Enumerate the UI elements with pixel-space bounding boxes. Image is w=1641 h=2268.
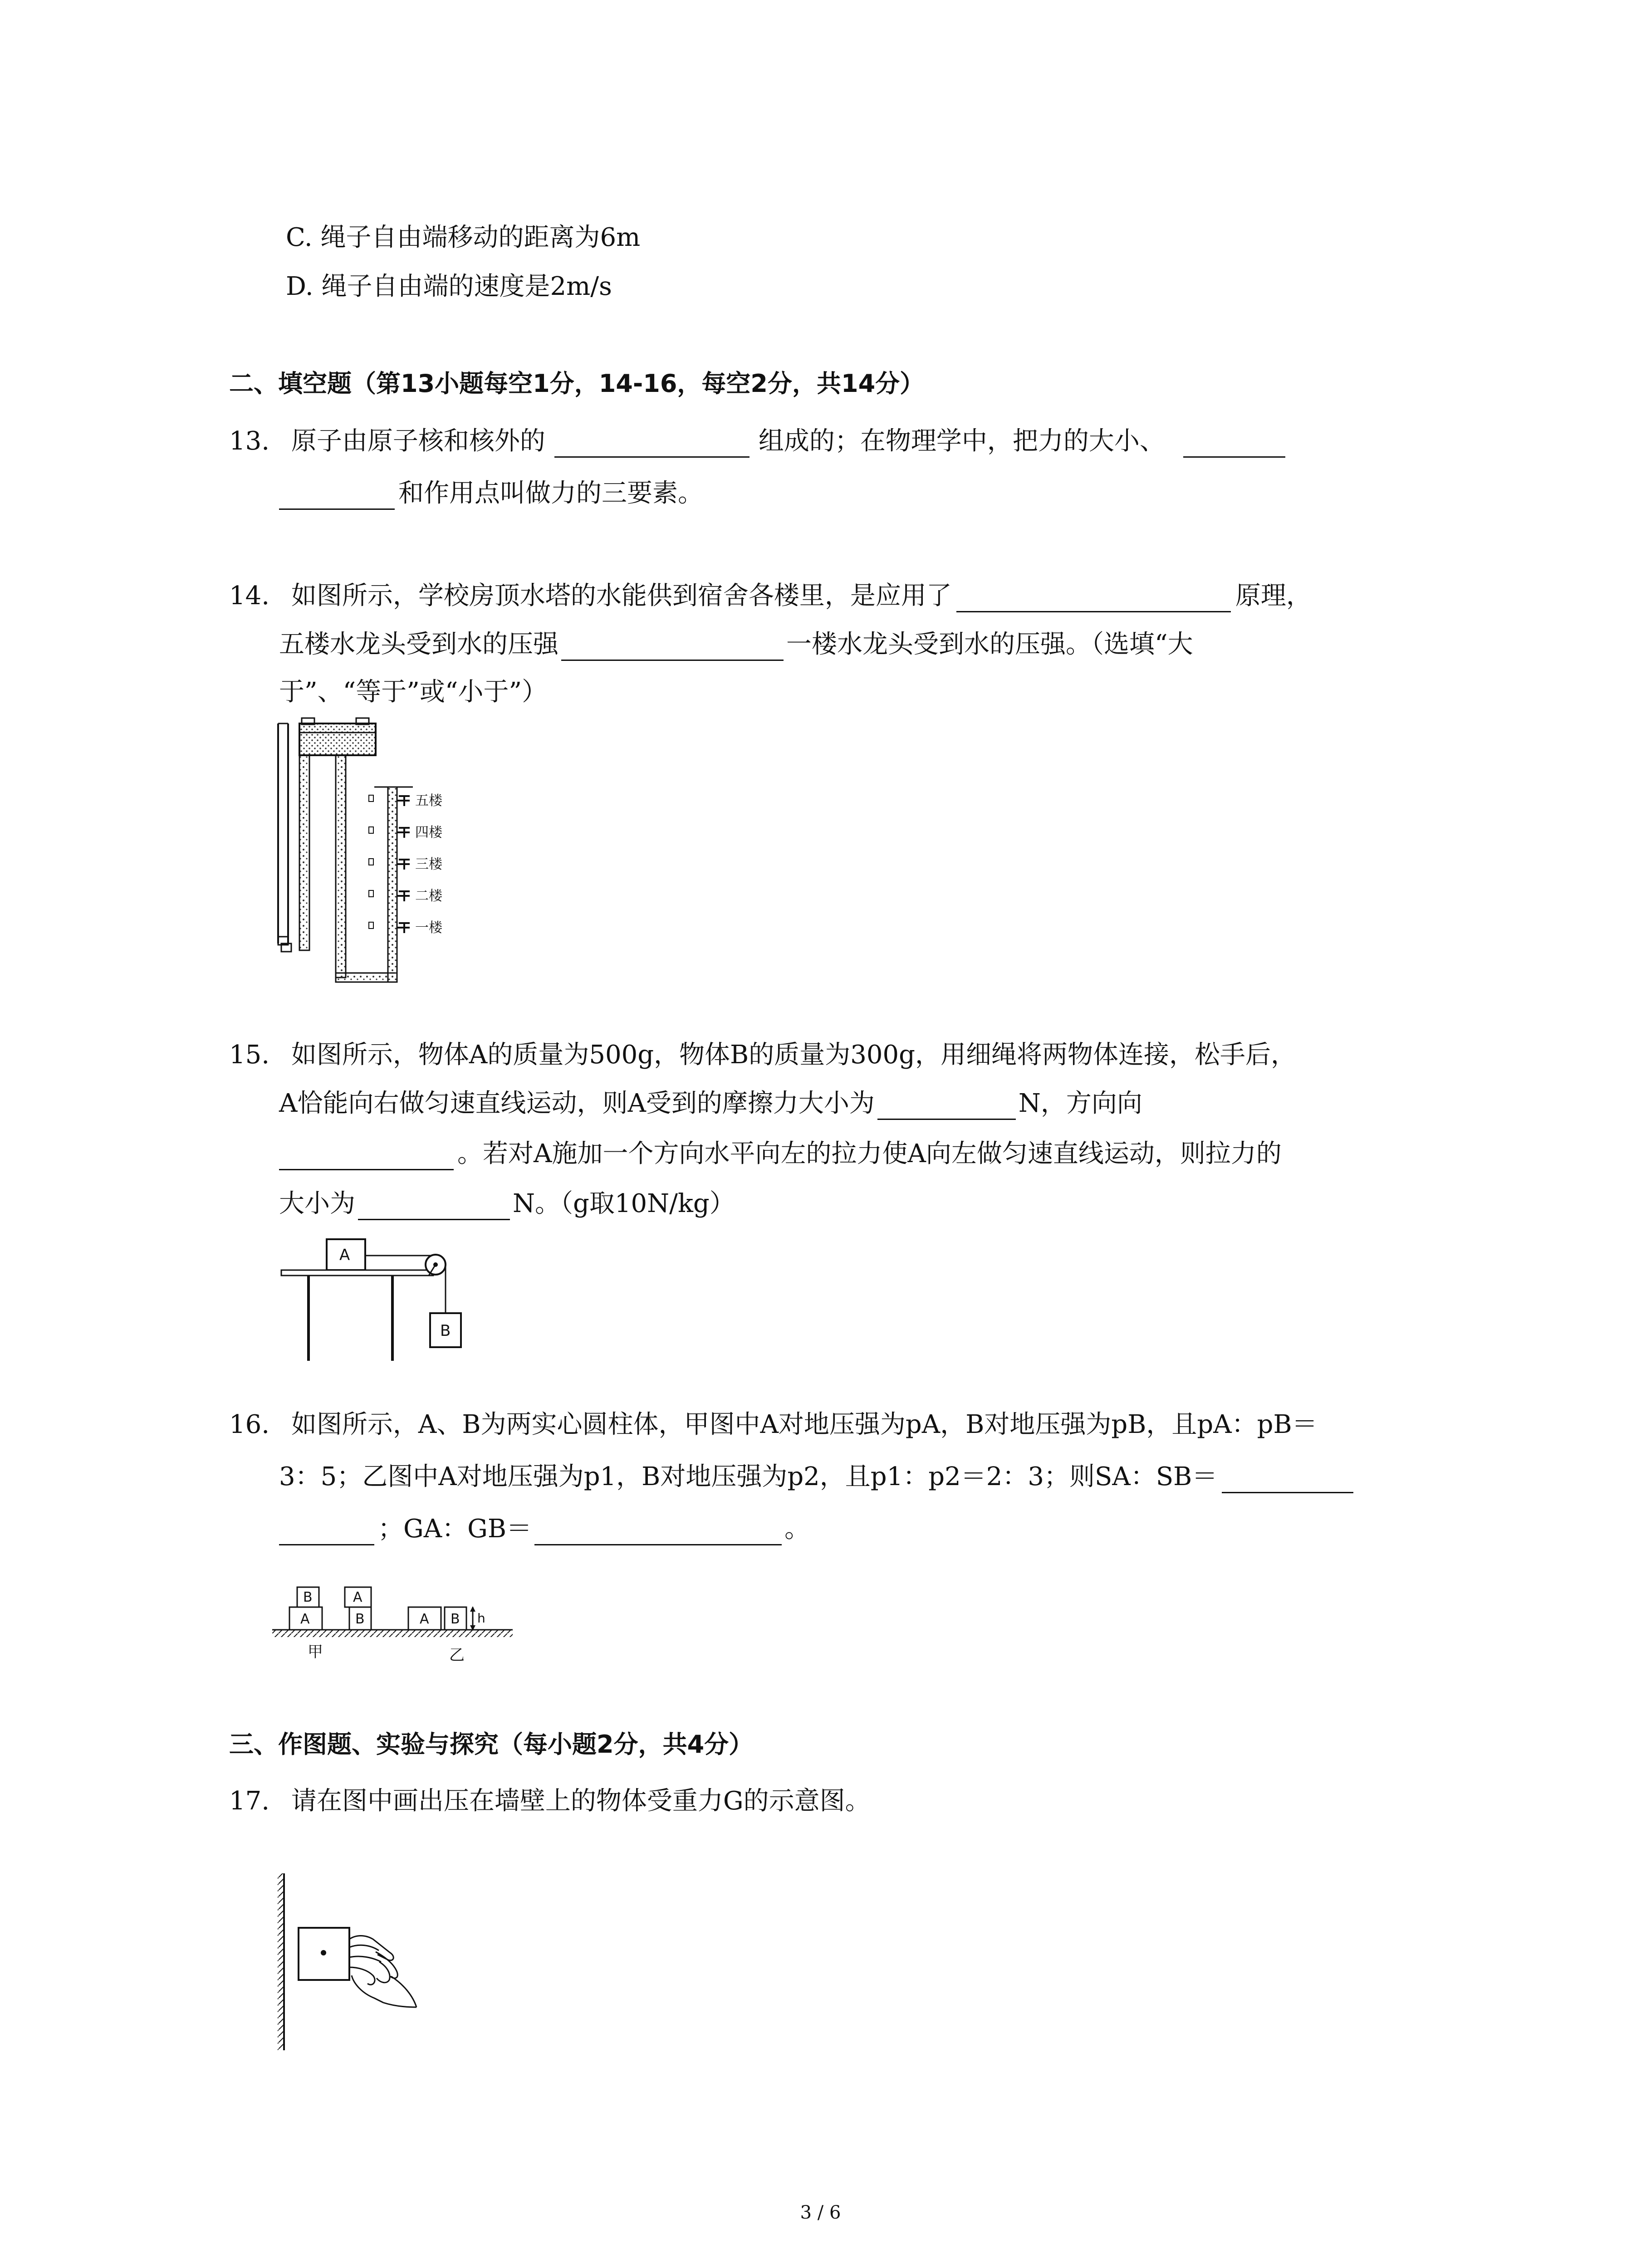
q15-blank-3[interactable] <box>358 1193 510 1220</box>
q15-line-1 <box>229 1039 1296 1071</box>
yi-a-label: A <box>420 1611 429 1627</box>
q13-blank-3[interactable] <box>279 483 395 510</box>
q13-blank-2[interactable] <box>1183 431 1285 458</box>
q17-number: 17. <box>229 1786 270 1816</box>
q16-text-2: 3：5；乙图中A对地压强为p1，B对地压强为p2，且p1：p2＝2：3；则SA：SB＝ <box>279 1462 1218 1491</box>
section-2-heading: 二、填空题（第13小题每空1分，14-16，每空2分，共14分） <box>229 369 925 398</box>
fig-jia-label: 甲 <box>308 1643 323 1661</box>
q14-line-2 <box>279 628 1193 661</box>
floor-label-5: 五楼 <box>415 793 442 809</box>
q16-number: 16. <box>229 1410 270 1439</box>
q14-line-3: 于”、“等于”或“小于”） <box>279 677 548 707</box>
q13-line-2 <box>279 477 703 510</box>
q14-text-2: 原理， <box>1235 581 1312 611</box>
q16-line-3 <box>279 1513 810 1545</box>
wall <box>278 1873 284 2050</box>
block-a-label: A <box>339 1246 350 1264</box>
q16-text-3: ；GA：GB＝ <box>378 1514 532 1544</box>
q16-blank-2[interactable] <box>279 1519 374 1545</box>
jia-b-bottom-label: B <box>355 1611 365 1627</box>
q16-line-1 <box>229 1408 1318 1441</box>
floor-label-1: 一楼 <box>415 920 442 936</box>
q16-text-4: 。 <box>784 1514 810 1544</box>
q15-line-4 <box>279 1188 735 1220</box>
q15-line-3 <box>279 1138 1282 1170</box>
q16-line-2 <box>279 1461 1353 1493</box>
q13-line-1 <box>229 425 1285 458</box>
q13-blank-1[interactable] <box>554 431 749 458</box>
jia-a-bottom-label: A <box>300 1611 310 1627</box>
height-label: h <box>477 1611 485 1626</box>
q16-blank-3[interactable] <box>534 1519 782 1545</box>
q15-blank-2[interactable] <box>279 1144 454 1170</box>
q14-text-1: 如图所示，学校房顶水塔的水能供到宿舍各楼里，是应用了 <box>291 581 952 611</box>
wall-block-figure <box>272 1871 436 2053</box>
cylinders-figure <box>272 1576 526 1676</box>
q15-text-2: A恰能向右做匀速直线运动，则A受到的摩擦力大小为 <box>279 1089 875 1118</box>
q13-number: 13. <box>229 426 270 456</box>
jia-a-top-label: A <box>353 1589 362 1605</box>
q14-text-3: 五楼水龙头受到水的压强 <box>279 630 558 659</box>
q14-blank-1[interactable] <box>956 586 1231 612</box>
water-tower-figure <box>270 714 524 996</box>
q13-text-1: 原子由原子核和核外的 <box>291 426 545 456</box>
table-pulley-figure <box>279 1238 479 1365</box>
q16-text-1: 如图所示，A、B为两实心圆柱体，甲图中A对地压强为pA，B对地压强为pB，且pA：pB＝ <box>291 1410 1318 1439</box>
q15-text-5: 大小为 <box>279 1189 355 1218</box>
page-number: 3 / 6 <box>800 2202 841 2223</box>
q15-text-6: N。（g取10N/kg） <box>513 1189 735 1218</box>
q15-text-1: 如图所示，物体A的质量为500g，物体B的质量为300g，用细绳将两物体连接，松手后， <box>291 1040 1296 1070</box>
q15-text-4: 。若对A施加一个方向水平向左的拉力使A向左做匀速直线运动，则拉力的 <box>457 1139 1282 1168</box>
fig-yi-label: 乙 <box>449 1646 465 1664</box>
section-3-heading: 三、作图题、实验与探究（每小题2分，共4分） <box>229 1730 754 1759</box>
q15-line-2 <box>279 1087 1142 1120</box>
q15-text-3: N，方向向 <box>1018 1089 1142 1118</box>
option-d: D. 绳子自由端的速度是2m/s <box>286 272 612 301</box>
block-b-label: B <box>440 1322 451 1340</box>
jia-b-top-label: B <box>303 1589 313 1605</box>
option-c: C. 绳子自由端移动的距离为6m <box>286 223 641 252</box>
floor-label-3: 三楼 <box>415 856 442 872</box>
q15-blank-1[interactable] <box>877 1093 1016 1120</box>
yi-b-label: B <box>451 1611 460 1627</box>
q16-blank-1[interactable] <box>1222 1466 1353 1493</box>
floor-label-4: 四楼 <box>415 825 442 841</box>
hand-icon <box>349 1936 416 2008</box>
q17-line-1 <box>229 1785 871 1818</box>
q14-number: 14. <box>229 581 270 611</box>
water-tank <box>299 723 376 755</box>
q15-number: 15. <box>229 1040 270 1070</box>
q14-blank-2[interactable] <box>561 634 784 661</box>
q14-line-1 <box>229 580 1312 612</box>
floor-label-2: 二楼 <box>415 888 442 904</box>
q13-text-2: 组成的；在物理学中，把力的大小、 <box>758 426 1165 456</box>
q17-text: 请在图中画出压在墙壁上的物体受重力G的示意图。 <box>291 1786 871 1816</box>
q13-text-3: 和作用点叫做力的三要素。 <box>398 479 703 508</box>
q14-text-4: 一楼水龙头受到水的压强。（选填“大 <box>786 630 1193 659</box>
